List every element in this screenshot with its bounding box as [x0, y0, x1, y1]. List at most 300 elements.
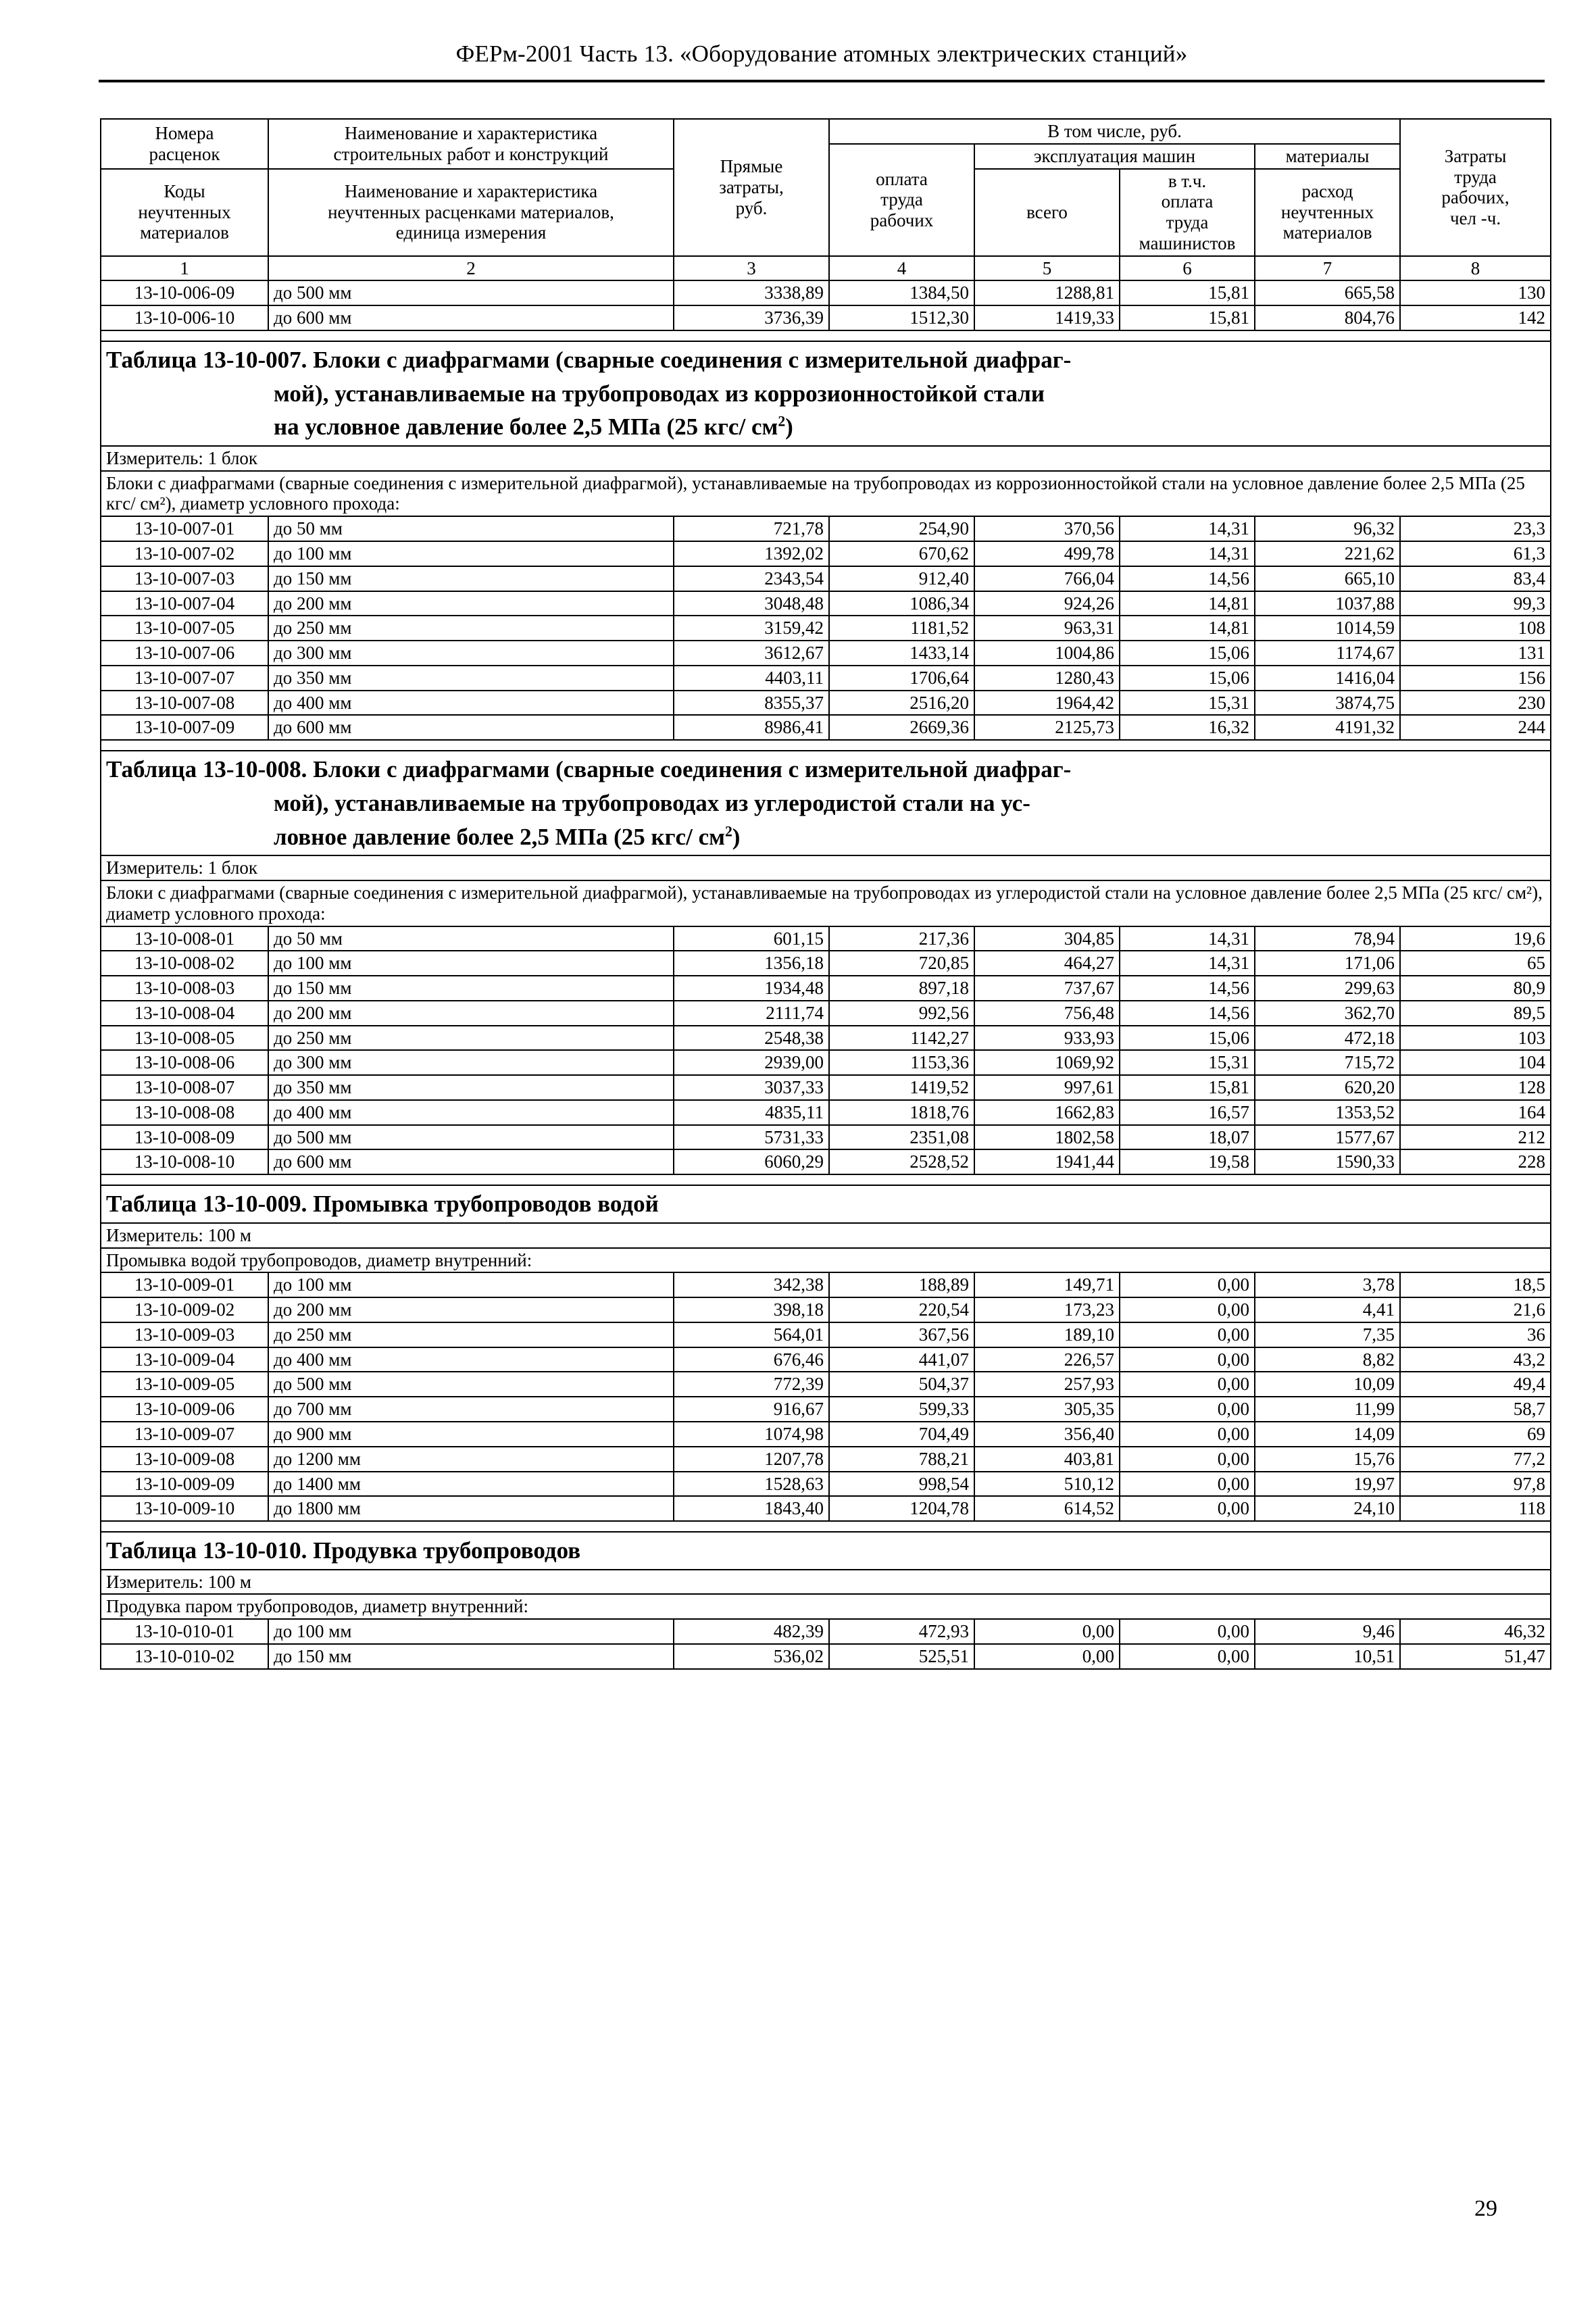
- cell-pay: 1818,76: [829, 1100, 974, 1125]
- cell-labor: 118: [1400, 1496, 1551, 1521]
- cell-mach: 14,31: [1120, 926, 1255, 951]
- cell-labor: 128: [1400, 1075, 1551, 1100]
- cell-mach: 14,56: [1120, 566, 1255, 591]
- cell-pay: 1181,52: [829, 616, 974, 641]
- cell-mat: 620,20: [1255, 1075, 1400, 1100]
- cell-mach: 0,00: [1120, 1272, 1255, 1297]
- table-title-row: [101, 751, 1551, 855]
- cell-pay: 188,89: [829, 1272, 974, 1297]
- table-row: [101, 1472, 1551, 1497]
- table-title-cell: [101, 1532, 1551, 1570]
- cell-name: до 400 мм: [268, 1347, 674, 1372]
- cell-pay: 599,33: [829, 1397, 974, 1422]
- cell-mach: 0,00: [1120, 1372, 1255, 1397]
- cell-code: 13-10-009-10: [101, 1496, 268, 1521]
- cell-name: до 250 мм: [268, 1322, 674, 1347]
- cell-all: 1280,43: [974, 666, 1120, 691]
- table-row: [101, 1322, 1551, 1347]
- cell-name: до 700 мм: [268, 1397, 674, 1422]
- cell-mat: 11,99: [1255, 1397, 1400, 1422]
- cell-name: до 150 мм: [268, 566, 674, 591]
- table-title-row: [101, 341, 1551, 446]
- table-row: [101, 1496, 1551, 1521]
- cell-mach: 0,00: [1120, 1297, 1255, 1322]
- cell-direct: 2111,74: [674, 1001, 829, 1026]
- cell-code: 13-10-007-03: [101, 566, 268, 591]
- cell-pay: 2528,52: [829, 1149, 974, 1174]
- cell-name: до 300 мм: [268, 1050, 674, 1075]
- page-number: 29: [1474, 2196, 1497, 2221]
- cell-code: 13-10-008-03: [101, 976, 268, 1001]
- cell-pay: 1153,36: [829, 1050, 974, 1075]
- table-title-line-1: Таблица 13-10-010. Продувка трубопроводов: [106, 1537, 581, 1564]
- cell-mach: 14,81: [1120, 591, 1255, 616]
- cell-pay: 998,54: [829, 1472, 974, 1497]
- table-row: [101, 1272, 1551, 1297]
- spacer-cell: [101, 330, 1551, 341]
- cell-mach: 16,57: [1120, 1100, 1255, 1125]
- header-divider-rule: [99, 80, 1545, 82]
- cell-mach: 14,56: [1120, 1001, 1255, 1026]
- table-row: [101, 641, 1551, 666]
- cell-direct: 6060,29: [674, 1149, 829, 1174]
- cell-code: 13-10-007-07: [101, 666, 268, 691]
- cell-labor: 142: [1400, 305, 1551, 330]
- cell-labor: 36: [1400, 1322, 1551, 1347]
- table-row: [101, 305, 1551, 330]
- cell-pay: 504,37: [829, 1372, 974, 1397]
- cell-all: 1004,86: [974, 641, 1120, 666]
- cell-all: 226,57: [974, 1347, 1120, 1372]
- spacer-cell: [101, 1521, 1551, 1532]
- cell-code: 13-10-009-02: [101, 1297, 268, 1322]
- cell-direct: 1934,48: [674, 976, 829, 1001]
- cell-direct: 2548,38: [674, 1026, 829, 1051]
- cell-labor: 130: [1400, 280, 1551, 305]
- cell-pay: 2516,20: [829, 691, 974, 716]
- cell-labor: 83,4: [1400, 566, 1551, 591]
- cell-mach: 18,07: [1120, 1125, 1255, 1150]
- header-col-labor: Затраты труда рабочих, чел -ч.: [1400, 119, 1551, 256]
- cell-all: 499,78: [974, 541, 1120, 566]
- cell-direct: 8986,41: [674, 715, 829, 740]
- cell-name: до 200 мм: [268, 1297, 674, 1322]
- table-title-cell: [101, 1185, 1551, 1223]
- cell-all: 1419,33: [974, 305, 1120, 330]
- cell-code: 13-10-007-05: [101, 616, 268, 641]
- cell-name: до 400 мм: [268, 1100, 674, 1125]
- table-row: [101, 1422, 1551, 1447]
- cell-code: 13-10-008-01: [101, 926, 268, 951]
- table-row: [101, 591, 1551, 616]
- measure-label: Измеритель: 100 м: [101, 1223, 1551, 1248]
- cell-direct: 8355,37: [674, 691, 829, 716]
- cell-labor: 43,2: [1400, 1347, 1551, 1372]
- cell-code: 13-10-010-02: [101, 1644, 268, 1669]
- cell-labor: 69: [1400, 1422, 1551, 1447]
- cell-mat: 715,72: [1255, 1050, 1400, 1075]
- cell-mat: 96,32: [1255, 516, 1400, 541]
- cell-name: до 500 мм: [268, 1125, 674, 1150]
- description-row: [101, 471, 1551, 517]
- cell-name: до 100 мм: [268, 1619, 674, 1644]
- cell-mach: 14,81: [1120, 616, 1255, 641]
- cell-name: до 250 мм: [268, 1026, 674, 1051]
- cell-pay: 254,90: [829, 516, 974, 541]
- cell-direct: 4835,11: [674, 1100, 829, 1125]
- cell-name: до 50 мм: [268, 926, 674, 951]
- cell-labor: 61,3: [1400, 541, 1551, 566]
- cell-all: 756,48: [974, 1001, 1120, 1026]
- cell-name: до 600 мм: [268, 1149, 674, 1174]
- cell-mat: 14,09: [1255, 1422, 1400, 1447]
- cell-pay: 441,07: [829, 1347, 974, 1372]
- header-col-codes-unaccounted: Коды неучтенных материалов: [101, 169, 268, 256]
- table-title-row: [101, 1185, 1551, 1223]
- table-row: [101, 1372, 1551, 1397]
- cell-code: 13-10-007-09: [101, 715, 268, 740]
- cell-mat: 9,46: [1255, 1619, 1400, 1644]
- cell-code: 13-10-008-04: [101, 1001, 268, 1026]
- cell-name: до 1200 мм: [268, 1447, 674, 1472]
- cell-direct: 1356,18: [674, 951, 829, 976]
- table-row: [101, 1001, 1551, 1026]
- description-text: Промывка водой трубопроводов, диаметр внутренний:: [101, 1248, 1551, 1273]
- table-title-line-2: мой), устанавливаемые на трубопроводах из коррозионностойкой стали: [274, 380, 1045, 407]
- cell-direct: 1392,02: [674, 541, 829, 566]
- cell-mach: 15,81: [1120, 280, 1255, 305]
- cell-direct: 721,78: [674, 516, 829, 541]
- cell-name: до 200 мм: [268, 1001, 674, 1026]
- table-row: [101, 976, 1551, 1001]
- cell-labor: 77,2: [1400, 1447, 1551, 1472]
- cell-mach: 15,06: [1120, 1026, 1255, 1051]
- cell-labor: 58,7: [1400, 1397, 1551, 1422]
- cell-direct: 916,67: [674, 1397, 829, 1422]
- cell-labor: 46,32: [1400, 1619, 1551, 1644]
- header-col-machines-total: всего: [974, 169, 1120, 256]
- cell-all: 737,67: [974, 976, 1120, 1001]
- cell-all: 173,23: [974, 1297, 1120, 1322]
- cell-mat: 10,51: [1255, 1644, 1400, 1669]
- cell-all: 924,26: [974, 591, 1120, 616]
- description-row: [101, 880, 1551, 926]
- cell-direct: 3338,89: [674, 280, 829, 305]
- cell-all: 0,00: [974, 1644, 1120, 1669]
- table-title: [106, 1534, 1545, 1568]
- cell-mach: 15,06: [1120, 666, 1255, 691]
- cell-all: 997,61: [974, 1075, 1120, 1100]
- table-title-line-1: Таблица 13-10-007. Блоки с диафрагмами (сварные соединения с измерительной диафраг-: [106, 346, 1072, 373]
- cell-mat: 472,18: [1255, 1026, 1400, 1051]
- running-header-title: ФЕРм-2001 Часть 13. «Оборудование атомных электрических станций»: [455, 41, 1188, 67]
- cell-pay: 525,51: [829, 1644, 974, 1669]
- cell-name: до 500 мм: [268, 280, 674, 305]
- cell-name: до 1800 мм: [268, 1496, 674, 1521]
- cell-direct: 482,39: [674, 1619, 829, 1644]
- cell-pay: 992,56: [829, 1001, 974, 1026]
- cell-labor: 65: [1400, 951, 1551, 976]
- spacer-cell: [101, 1174, 1551, 1185]
- cell-direct: 4403,11: [674, 666, 829, 691]
- cell-labor: 18,5: [1400, 1272, 1551, 1297]
- table-row: [101, 541, 1551, 566]
- cell-direct: 342,38: [674, 1272, 829, 1297]
- cell-labor: 89,5: [1400, 1001, 1551, 1026]
- cell-direct: 1528,63: [674, 1472, 829, 1497]
- cell-labor: 108: [1400, 616, 1551, 641]
- measure-label: Измеритель: 100 м: [101, 1570, 1551, 1595]
- cell-direct: 1207,78: [674, 1447, 829, 1472]
- cell-mat: 7,35: [1255, 1322, 1400, 1347]
- cell-all: 614,52: [974, 1496, 1120, 1521]
- column-number-row: [101, 256, 1551, 281]
- cell-code: 13-10-007-01: [101, 516, 268, 541]
- cell-direct: 3612,67: [674, 641, 829, 666]
- cell-code: 13-10-009-01: [101, 1272, 268, 1297]
- description-row: [101, 1594, 1551, 1619]
- superscript-square: 2: [724, 822, 732, 839]
- header-group-materials: материалы: [1255, 144, 1400, 169]
- cell-all: 257,93: [974, 1372, 1120, 1397]
- cell-mat: 299,63: [1255, 976, 1400, 1001]
- cell-mach: 0,00: [1120, 1447, 1255, 1472]
- table-title-line-3: на условное давление более 2,5 МПа (25 кгс/ $см^2$): [274, 413, 793, 441]
- table-row: [101, 1447, 1551, 1472]
- cell-labor: 19,6: [1400, 926, 1551, 951]
- cell-name: до 350 мм: [268, 666, 674, 691]
- cell-code: 13-10-008-08: [101, 1100, 268, 1125]
- spacer-cell: [101, 740, 1551, 751]
- cell-mat: 221,62: [1255, 541, 1400, 566]
- cell-pay: 2351,08: [829, 1125, 974, 1150]
- table-row: [101, 926, 1551, 951]
- cell-all: 304,85: [974, 926, 1120, 951]
- cell-labor: 21,6: [1400, 1297, 1551, 1322]
- column-number-3: 3: [674, 256, 829, 281]
- cell-pay: 1142,27: [829, 1026, 974, 1051]
- table-row: [101, 1050, 1551, 1075]
- cell-direct: 398,18: [674, 1297, 829, 1322]
- table-title: [106, 1187, 1545, 1221]
- cell-pay: 1204,78: [829, 1496, 974, 1521]
- cell-name: до 50 мм: [268, 516, 674, 541]
- cell-all: 1662,83: [974, 1100, 1120, 1125]
- table-title-row: [101, 1532, 1551, 1570]
- cell-direct: 3048,48: [674, 591, 829, 616]
- cell-all: 370,56: [974, 516, 1120, 541]
- cell-pay: 217,36: [829, 926, 974, 951]
- cell-mach: 0,00: [1120, 1322, 1255, 1347]
- cell-mach: 15,06: [1120, 641, 1255, 666]
- cell-direct: 1843,40: [674, 1496, 829, 1521]
- cell-mat: 1037,88: [1255, 591, 1400, 616]
- cell-mat: 362,70: [1255, 1001, 1400, 1026]
- cell-name: до 500 мм: [268, 1372, 674, 1397]
- cell-pay: 912,40: [829, 566, 974, 591]
- cell-mat: 10,09: [1255, 1372, 1400, 1397]
- cell-labor: 230: [1400, 691, 1551, 716]
- cell-mat: 1416,04: [1255, 666, 1400, 691]
- cell-code: 13-10-007-06: [101, 641, 268, 666]
- table-row: [101, 1100, 1551, 1125]
- cell-code: 13-10-009-09: [101, 1472, 268, 1497]
- table-row: [101, 715, 1551, 740]
- header-group-machines: эксплуатация машин: [974, 144, 1255, 169]
- table-title-line-2: мой), устанавливаемые на трубопроводах из углеродистой стали на ус-: [274, 789, 1030, 816]
- table-row: [101, 1397, 1551, 1422]
- cell-all: 1802,58: [974, 1125, 1120, 1150]
- header-group-including: В том числе, руб.: [829, 119, 1400, 144]
- cell-pay: 1086,34: [829, 591, 974, 616]
- cell-mach: 14,31: [1120, 951, 1255, 976]
- column-number-8: 8: [1400, 256, 1551, 281]
- cell-pay: 897,18: [829, 976, 974, 1001]
- cell-code: 13-10-008-07: [101, 1075, 268, 1100]
- cell-name: до 600 мм: [268, 305, 674, 330]
- cell-mach: 0,00: [1120, 1397, 1255, 1422]
- cell-mach: 0,00: [1120, 1644, 1255, 1669]
- spacer-row: [101, 1521, 1551, 1532]
- cell-name: до 1400 мм: [268, 1472, 674, 1497]
- cell-pay: 1706,64: [829, 666, 974, 691]
- cell-mach: 0,00: [1120, 1422, 1255, 1447]
- cell-code: 13-10-009-06: [101, 1397, 268, 1422]
- cell-pay: 2669,36: [829, 715, 974, 740]
- cell-direct: 601,15: [674, 926, 829, 951]
- table-row: [101, 691, 1551, 716]
- cell-name: до 100 мм: [268, 1272, 674, 1297]
- cell-labor: 103: [1400, 1026, 1551, 1051]
- header-col-codes: Номера расценок: [101, 119, 268, 169]
- cell-mat: 1174,67: [1255, 641, 1400, 666]
- column-number-4: 4: [829, 256, 974, 281]
- cell-all: 356,40: [974, 1422, 1120, 1447]
- table-row: [101, 566, 1551, 591]
- description-text: Блоки с диафрагмами (сварные соединения с измерительной диафрагмой), устанавливаемые на трубопроводах из углеродистой стали на условное давление более 2,5 МПа (25 кгс/ см²), диаметр условного прохода:: [101, 880, 1551, 926]
- cell-labor: 80,9: [1400, 976, 1551, 1001]
- cell-all: 1288,81: [974, 280, 1120, 305]
- table-row: [101, 1149, 1551, 1174]
- cell-labor: 99,3: [1400, 591, 1551, 616]
- cell-mat: 24,10: [1255, 1496, 1400, 1521]
- cell-mat: 1014,59: [1255, 616, 1400, 641]
- cell-pay: 472,93: [829, 1619, 974, 1644]
- cell-mat: 1577,67: [1255, 1125, 1400, 1150]
- column-number-6: 6: [1120, 256, 1255, 281]
- column-number-2: 2: [268, 256, 674, 281]
- table-row: [101, 1619, 1551, 1644]
- cell-direct: 3037,33: [674, 1075, 829, 1100]
- cell-code: 13-10-009-04: [101, 1347, 268, 1372]
- table-title-line-1: Таблица 13-10-008. Блоки с диафрагмами (сварные соединения с измерительной диафраг-: [106, 756, 1072, 783]
- cell-name: до 900 мм: [268, 1422, 674, 1447]
- cell-pay: 788,21: [829, 1447, 974, 1472]
- cell-direct: 1074,98: [674, 1422, 829, 1447]
- cell-code: 13-10-008-05: [101, 1026, 268, 1051]
- cell-mach: 0,00: [1120, 1347, 1255, 1372]
- cell-mat: 1590,33: [1255, 1149, 1400, 1174]
- table-row: [101, 1075, 1551, 1100]
- table-row: [101, 1297, 1551, 1322]
- cell-name: до 100 мм: [268, 951, 674, 976]
- table-row: [101, 1347, 1551, 1372]
- table-title-line-1: Таблица 13-10-009. Промывка трубопроводов водой: [106, 1191, 659, 1218]
- cell-mat: 1353,52: [1255, 1100, 1400, 1125]
- cell-mat: 665,58: [1255, 280, 1400, 305]
- cell-code: 13-10-007-04: [101, 591, 268, 616]
- cell-all: 149,71: [974, 1272, 1120, 1297]
- cell-labor: 97,8: [1400, 1472, 1551, 1497]
- table-title: [106, 753, 1545, 853]
- cell-pay: 720,85: [829, 951, 974, 976]
- cell-direct: 2343,54: [674, 566, 829, 591]
- cell-mach: 15,81: [1120, 305, 1255, 330]
- cell-mach: 14,31: [1120, 516, 1255, 541]
- cell-labor: 51,47: [1400, 1644, 1551, 1669]
- cell-code: 13-10-008-06: [101, 1050, 268, 1075]
- estimate-table: [100, 118, 1551, 1670]
- cell-mach: 19,58: [1120, 1149, 1255, 1174]
- spacer-row: [101, 740, 1551, 751]
- cell-all: 963,31: [974, 616, 1120, 641]
- cell-name: до 150 мм: [268, 976, 674, 1001]
- table-title-cell: [101, 341, 1551, 446]
- table-header-row-1: [101, 119, 1551, 144]
- cell-name: до 300 мм: [268, 641, 674, 666]
- table-row: [101, 1026, 1551, 1051]
- table-row: [101, 951, 1551, 976]
- table-row: [101, 516, 1551, 541]
- cell-all: 1069,92: [974, 1050, 1120, 1075]
- cell-code: 13-10-008-02: [101, 951, 268, 976]
- cell-mach: 0,00: [1120, 1496, 1255, 1521]
- cell-direct: 3736,39: [674, 305, 829, 330]
- header-col-materials-consumption: расход неучтенных материалов: [1255, 169, 1400, 256]
- header-col-machinist-pay: в т.ч. оплата труда машинистов: [1120, 169, 1255, 256]
- cell-mat: 15,76: [1255, 1447, 1400, 1472]
- cell-mach: 0,00: [1120, 1472, 1255, 1497]
- cell-name: до 250 мм: [268, 616, 674, 641]
- cell-name: до 600 мм: [268, 715, 674, 740]
- description-row: [101, 1248, 1551, 1273]
- cell-code: 13-10-007-02: [101, 541, 268, 566]
- cell-mach: 15,81: [1120, 1075, 1255, 1100]
- cell-pay: 704,49: [829, 1422, 974, 1447]
- cell-mach: 14,31: [1120, 541, 1255, 566]
- table-title-cell: [101, 751, 1551, 855]
- cell-all: 2125,73: [974, 715, 1120, 740]
- measure-row: [101, 446, 1551, 471]
- cell-direct: 536,02: [674, 1644, 829, 1669]
- cell-labor: 244: [1400, 715, 1551, 740]
- column-number-7: 7: [1255, 256, 1400, 281]
- cell-all: 766,04: [974, 566, 1120, 591]
- cell-mach: 14,56: [1120, 976, 1255, 1001]
- cell-direct: 5731,33: [674, 1125, 829, 1150]
- cell-name: до 350 мм: [268, 1075, 674, 1100]
- cell-labor: 104: [1400, 1050, 1551, 1075]
- cell-mat: 78,94: [1255, 926, 1400, 951]
- measure-row: [101, 1570, 1551, 1595]
- superscript-square: 2: [778, 413, 786, 430]
- measure-row: [101, 1223, 1551, 1248]
- cell-name: до 150 мм: [268, 1644, 674, 1669]
- cell-mat: 4,41: [1255, 1297, 1400, 1322]
- measure-label: Измеритель: 1 блок: [101, 446, 1551, 471]
- cell-code: 13-10-008-10: [101, 1149, 268, 1174]
- table-row: [101, 666, 1551, 691]
